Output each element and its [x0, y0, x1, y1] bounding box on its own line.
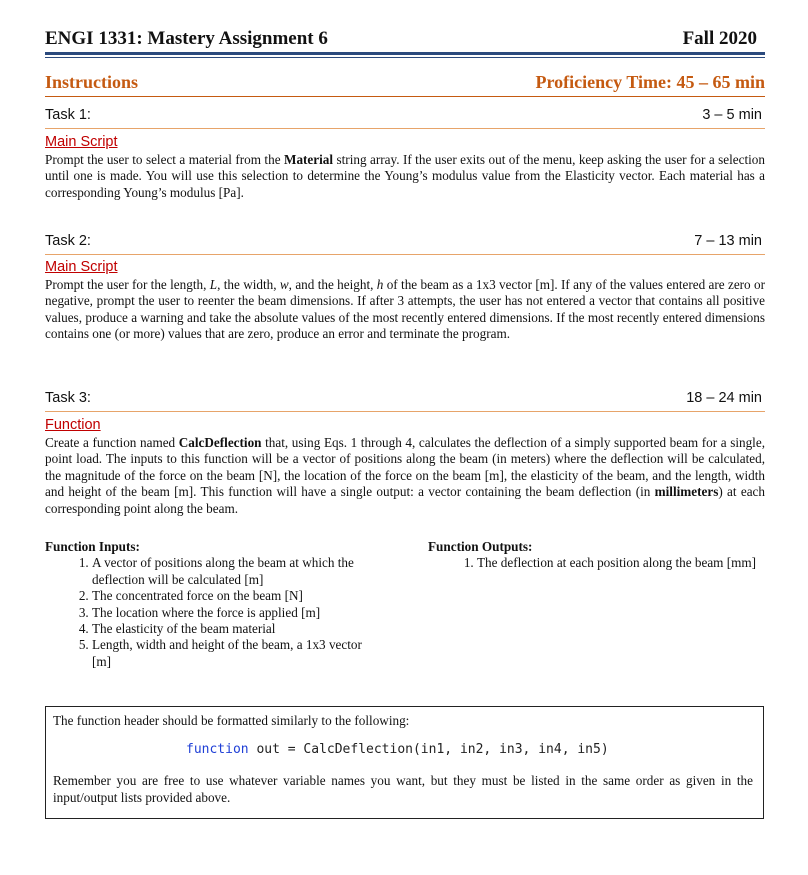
list-item: 4. The elasticity of the beam material — [92, 621, 375, 637]
task-2-rule — [45, 254, 765, 255]
task-3-section: Function — [45, 417, 101, 433]
instructions-rule — [45, 96, 765, 97]
task-2-paragraph: Prompt the user for the length, L, the width, w, and the height, h of the beam as a 1x3 vector [m]. If any of the values entered are zero or negative, prompt the user to reenter the beam dimensions. If after 3 attempts, the user has not entered a vector that contains all positive values, produce a warning and take the absolute values of the most recently entered dimensions. If the most recently entered dimensions contains one (or more) values that are zero, produce an error and terminate the program. — [45, 277, 765, 342]
function-header-code: function out = CalcDeflection(in1, in2, in3, in4, in5) — [186, 742, 609, 757]
document-header — [45, 28, 765, 52]
instructions-heading: Instructions — [45, 72, 139, 92]
task-3-heading — [45, 390, 765, 412]
box-intro-text: The function header should be formatted similarly to the following: — [53, 713, 410, 728]
instructions-row — [45, 72, 765, 96]
task-1-label: Task 1: — [45, 107, 91, 123]
task-2-label: Task 2: — [45, 233, 91, 249]
box-note-text: Remember you are free to use whatever variable names you want, but they must be listed in the same order as given in the input/output lists provided above. — [53, 773, 753, 805]
task-2-time: 7 – 13 min — [694, 233, 762, 249]
task-1-rule — [45, 128, 765, 129]
proficiency-time: Proficiency Time: 45 – 65 min — [535, 72, 765, 92]
task-2-section: Main Script — [45, 259, 118, 275]
list-item: 2. The concentrated force on the beam [N] — [92, 588, 375, 604]
function-inputs — [45, 539, 375, 670]
list-item: 5. Length, width and height of the beam, a 1x3 vector [m] — [92, 637, 375, 670]
task-1-time: 3 – 5 min — [702, 107, 762, 123]
header-rule — [45, 52, 765, 55]
task-3-label: Task 3: — [45, 390, 91, 406]
term-label: Fall 2020 — [682, 28, 757, 49]
task-3-paragraph: Create a function named CalcDeflection that, using Eqs. 1 through 4, calculates the deflection of a simply supported beam for a single, point load. The inputs to this function will be a vector of positions along the beam (in meters) where the deflection will be calculated, the magnitude of the force on the beam [N], the location of the force on the beam [m], the elasticity of the beam, and the length, width and height of the beam [m]. This function will have a single output: a vector containing the beam deflection (in millimeters) at each corresponding point along the beam. — [45, 435, 766, 516]
function-outputs-list — [428, 555, 765, 571]
task-1-heading — [45, 107, 765, 129]
task-2-heading — [45, 233, 765, 255]
header-rule-thin — [45, 57, 765, 58]
task-3-time: 18 – 24 min — [686, 390, 762, 406]
list-item: 1. The deflection at each position along the beam [mm] — [477, 555, 765, 571]
task-1-section: Main Script — [45, 134, 118, 150]
function-outputs-heading: Function Outputs: — [428, 539, 533, 554]
list-item: 3. The location where the force is applied [m] — [92, 605, 375, 621]
function-outputs — [428, 539, 765, 572]
function-inputs-list — [45, 555, 375, 670]
task-1-paragraph: Prompt the user to select a material from the Material string array. If the user exits out of the menu, keep asking the user for a selection until one is made. You will use this selection to determine the Young’s modulus value from the Elasticity vector. Each material has a corresponding Young’s modulus [Pa]. — [45, 152, 765, 200]
list-item: 1. A vector of positions along the beam at which the deflection will be calculated [m] — [92, 555, 375, 588]
function-inputs-heading: Function Inputs: — [45, 539, 140, 554]
function-header-box — [45, 706, 764, 819]
document-title: ENGI 1331: Mastery Assignment 6 — [45, 28, 328, 49]
task-3-rule — [45, 411, 765, 412]
